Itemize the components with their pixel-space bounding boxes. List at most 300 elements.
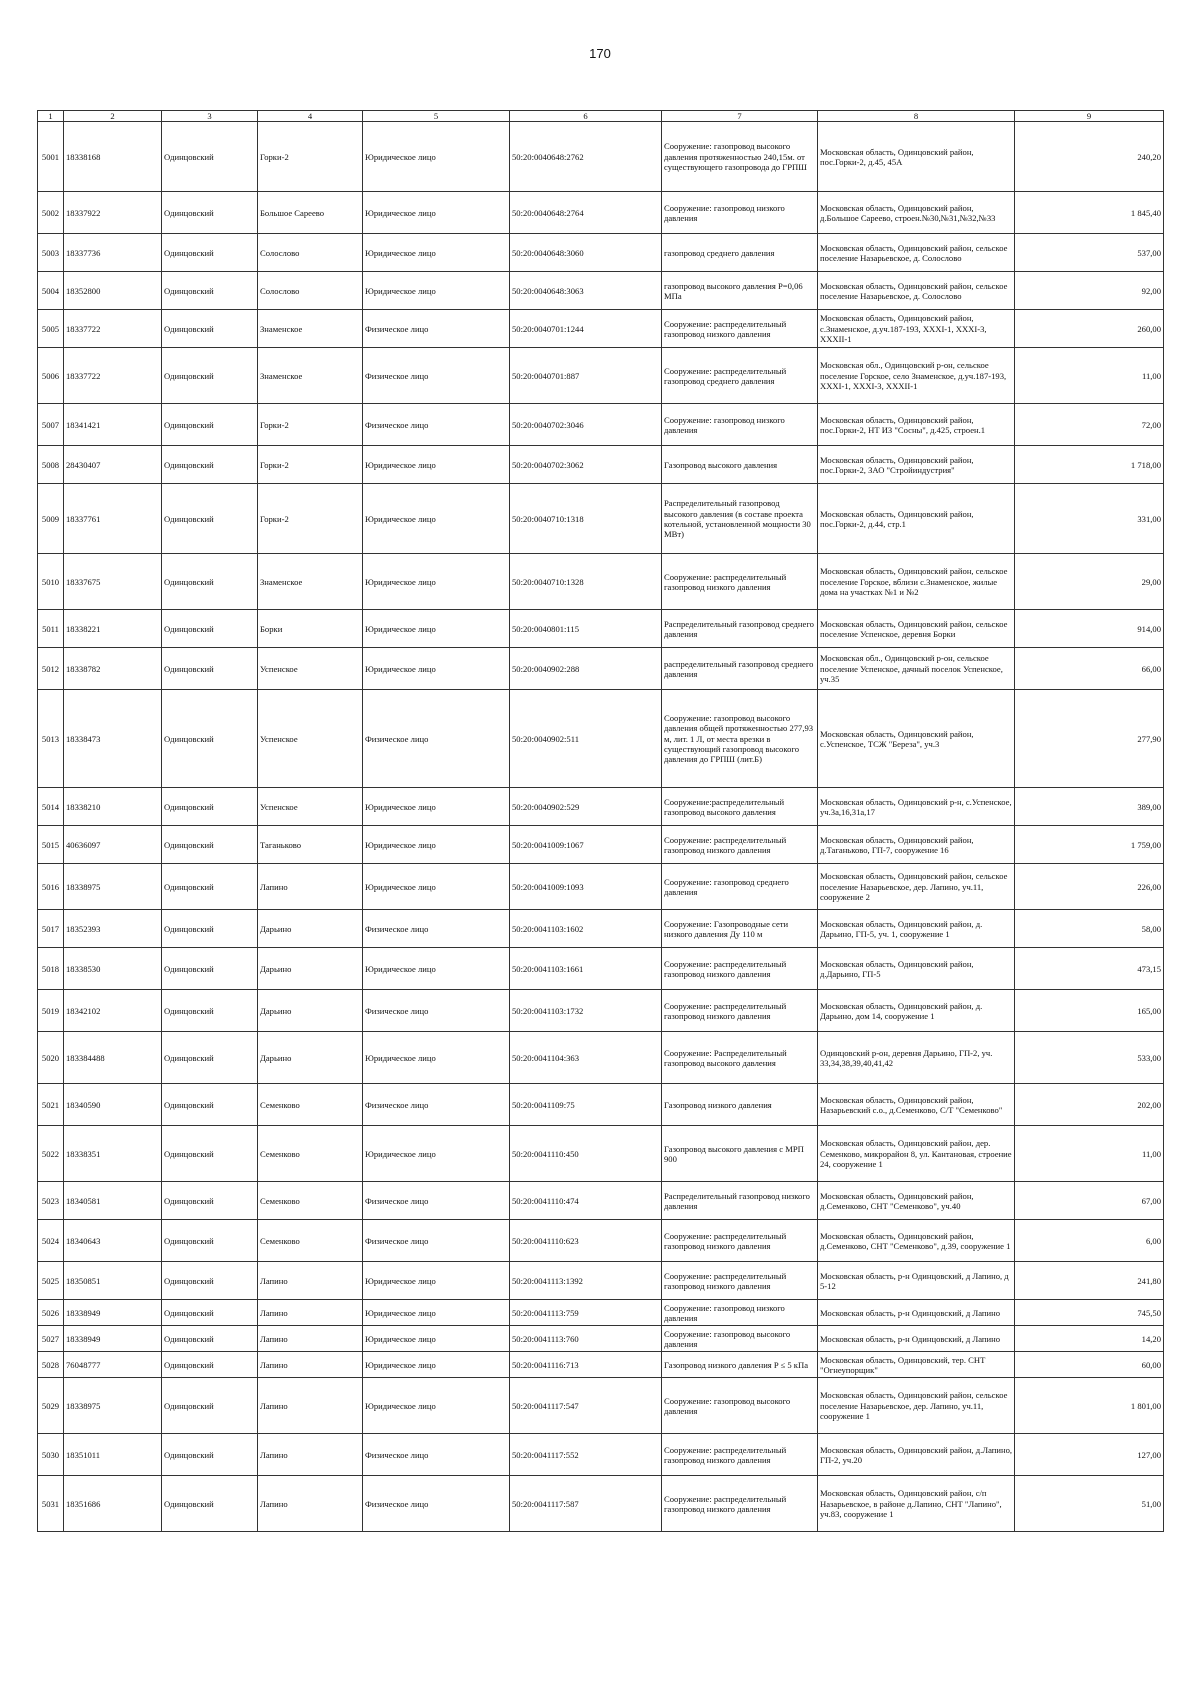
locality-cell: Успенское (258, 690, 363, 788)
district-cell: Одинцовский (162, 272, 258, 310)
object-description-cell: Газопровод высокого давления с МРП 900 (662, 1126, 818, 1182)
object-description-cell: Сооружение: газопровод высокого давления (662, 1326, 818, 1352)
locality-cell: Горки-2 (258, 404, 363, 446)
address-cell: Московская область, Одинцовский район, д.Лапино, ГП-2, уч.20 (818, 1434, 1015, 1476)
row-number-cell: 5023 (38, 1182, 64, 1220)
district-cell: Одинцовский (162, 1434, 258, 1476)
table-row (38, 610, 1164, 648)
length-value-cell: 914,00 (1015, 610, 1164, 648)
object-description-cell: Сооружение: распределительный газопровод низкого давления (662, 826, 818, 864)
column-header-6: 6 (510, 111, 662, 122)
object-description-cell: Сооружение: газопровод низкого давления (662, 404, 818, 446)
district-cell: Одинцовский (162, 788, 258, 826)
cadastral-number-cell: 50:20:0041117:587 (510, 1476, 662, 1532)
address-cell: Московская область, р-н Одинцовский, д Лапино (818, 1326, 1015, 1352)
inventory-number-cell: 18340581 (64, 1182, 162, 1220)
object-description-cell: Газопровод низкого давления P ≤ 5 кПа (662, 1352, 818, 1378)
object-description-cell: Сооружение: Распределительный газопровод высокого давления (662, 1032, 818, 1084)
length-value-cell: 29,00 (1015, 554, 1164, 610)
district-cell: Одинцовский (162, 948, 258, 990)
inventory-number-cell: 18338949 (64, 1326, 162, 1352)
table-row (38, 1032, 1164, 1084)
district-cell: Одинцовский (162, 1032, 258, 1084)
row-number-cell: 5028 (38, 1352, 64, 1378)
district-cell: Одинцовский (162, 1084, 258, 1126)
cadastral-number-cell: 50:20:0040648:3063 (510, 272, 662, 310)
owner-type-cell: Юридическое лицо (363, 446, 510, 484)
district-cell: Одинцовский (162, 1126, 258, 1182)
row-number-cell: 5016 (38, 864, 64, 910)
cadastral-number-cell: 50:20:0041103:1602 (510, 910, 662, 948)
length-value-cell: 240,20 (1015, 122, 1164, 192)
column-header-row (38, 111, 1164, 122)
inventory-number-cell: 18337722 (64, 348, 162, 404)
address-cell: Московская область, Одинцовский район, д.Дарьино, ГП-5 (818, 948, 1015, 990)
locality-cell: Знаменское (258, 348, 363, 404)
object-description-cell: Сооружение: распределительный газопровод низкого давления (662, 1434, 818, 1476)
owner-type-cell: Юридическое лицо (363, 484, 510, 554)
row-number-cell: 5015 (38, 826, 64, 864)
table-row (38, 948, 1164, 990)
length-value-cell: 165,00 (1015, 990, 1164, 1032)
inventory-number-cell: 18337675 (64, 554, 162, 610)
object-description-cell: Сооружение: Газопроводные сети низкого давления Ду 110 м (662, 910, 818, 948)
row-number-cell: 5012 (38, 648, 64, 690)
row-number-cell: 5020 (38, 1032, 64, 1084)
object-description-cell: Сооружение: газопровод высокого давления общей протяженностью 277,93 м, лит. 1 Л, от места врезки в существующий газопровод высокого давления до ГРПШ (лит.Б) (662, 690, 818, 788)
object-description-cell: Сооружение:распределительный газопровод высокого давления (662, 788, 818, 826)
column-header-9: 9 (1015, 111, 1164, 122)
row-number-cell: 5024 (38, 1220, 64, 1262)
table-row (38, 1476, 1164, 1532)
table-row (38, 310, 1164, 348)
table-row (38, 234, 1164, 272)
address-cell: Московская область, Одинцовский район, д.Большое Сареево, строен.№30,№31,№32,№33 (818, 192, 1015, 234)
row-number-cell: 5011 (38, 610, 64, 648)
owner-type-cell: Физическое лицо (363, 348, 510, 404)
owner-type-cell: Физическое лицо (363, 1476, 510, 1532)
cadastral-number-cell: 50:20:0041009:1093 (510, 864, 662, 910)
object-description-cell: Сооружение: распределительный газопровод низкого давления (662, 948, 818, 990)
locality-cell: Солослово (258, 272, 363, 310)
column-header-4: 4 (258, 111, 363, 122)
inventory-number-cell: 18338168 (64, 122, 162, 192)
inventory-number-cell: 18338949 (64, 1300, 162, 1326)
row-number-cell: 5003 (38, 234, 64, 272)
length-value-cell: 745,50 (1015, 1300, 1164, 1326)
locality-cell: Горки-2 (258, 446, 363, 484)
cadastral-number-cell: 50:20:0041110:623 (510, 1220, 662, 1262)
cadastral-number-cell: 50:20:0040701:887 (510, 348, 662, 404)
row-number-cell: 5030 (38, 1434, 64, 1476)
length-value-cell: 127,00 (1015, 1434, 1164, 1476)
locality-cell: Лапино (258, 864, 363, 910)
cadastral-number-cell: 50:20:0040801:115 (510, 610, 662, 648)
address-cell: Московская область, Одинцовский район, дер. Семенково, микрорайон 8, ул. Кантановая, строение 24, сооружение 1 (818, 1126, 1015, 1182)
inventory-number-cell: 76048777 (64, 1352, 162, 1378)
owner-type-cell: Юридическое лицо (363, 1262, 510, 1300)
inventory-number-cell: 18338530 (64, 948, 162, 990)
cadastral-number-cell: 50:20:0040710:1328 (510, 554, 662, 610)
district-cell: Одинцовский (162, 610, 258, 648)
cadastral-number-cell: 50:20:0040702:3046 (510, 404, 662, 446)
address-cell: Московская область, Одинцовский район, д.Семенково, СНТ "Семенково", д.39, сооружение 1 (818, 1220, 1015, 1262)
row-number-cell: 5017 (38, 910, 64, 948)
table-row (38, 1182, 1164, 1220)
owner-type-cell: Юридическое лицо (363, 234, 510, 272)
object-description-cell: Сооружение: газопровод высокого давления (662, 1378, 818, 1434)
length-value-cell: 11,00 (1015, 1126, 1164, 1182)
address-cell: Московская область, Одинцовский район, д.Семенково, СНТ "Семенково", уч.40 (818, 1182, 1015, 1220)
cadastral-number-cell: 50:20:0040648:2764 (510, 192, 662, 234)
length-value-cell: 241,80 (1015, 1262, 1164, 1300)
address-cell: Московская область, Одинцовский район, д.Таганьково, ГП-7, сооружение 16 (818, 826, 1015, 864)
table-row (38, 864, 1164, 910)
object-description-cell: Сооружение: газопровод высокого давления протяженностью 240,15м. от существующего газопровода до ГРПШ (662, 122, 818, 192)
cadastral-number-cell: 50:20:0040701:1244 (510, 310, 662, 348)
address-cell: Московская область, Одинцовский район, с.Знаменское, д.уч.187-193, XXXI-1, XXXI-3, XXXII-1 (818, 310, 1015, 348)
district-cell: Одинцовский (162, 484, 258, 554)
object-description-cell: Сооружение: распределительный газопровод среднего давления (662, 348, 818, 404)
inventory-number-cell: 183384488 (64, 1032, 162, 1084)
length-value-cell: 92,00 (1015, 272, 1164, 310)
locality-cell: Дарьино (258, 910, 363, 948)
row-number-cell: 5014 (38, 788, 64, 826)
length-value-cell: 537,00 (1015, 234, 1164, 272)
locality-cell: Успенское (258, 648, 363, 690)
inventory-number-cell: 18337761 (64, 484, 162, 554)
address-cell: Московская область, Одинцовский район, сельское поселение Назарьевское, дер. Лапино, уч.11, сооружение 2 (818, 864, 1015, 910)
inventory-number-cell: 18338975 (64, 864, 162, 910)
row-number-cell: 5001 (38, 122, 64, 192)
object-description-cell: Сооружение: распределительный газопровод низкого давления (662, 310, 818, 348)
object-description-cell: газопровод высокого давления P=0,06 МПа (662, 272, 818, 310)
locality-cell: Горки-2 (258, 484, 363, 554)
district-cell: Одинцовский (162, 348, 258, 404)
locality-cell: Горки-2 (258, 122, 363, 192)
row-number-cell: 5031 (38, 1476, 64, 1532)
row-number-cell: 5009 (38, 484, 64, 554)
row-number-cell: 5006 (38, 348, 64, 404)
address-cell: Московская область, Одинцовский район, сельское поселение Горское, вблизи с.Знаменское, жилые дома на участках №1 и №2 (818, 554, 1015, 610)
row-number-cell: 5026 (38, 1300, 64, 1326)
cadastral-number-cell: 50:20:0041110:474 (510, 1182, 662, 1220)
district-cell: Одинцовский (162, 310, 258, 348)
table-row (38, 1352, 1164, 1378)
district-cell: Одинцовский (162, 192, 258, 234)
address-cell: Московская область, Одинцовский, тер. СНТ "Огнеупорщик" (818, 1352, 1015, 1378)
inventory-number-cell: 40636097 (64, 826, 162, 864)
locality-cell: Лапино (258, 1434, 363, 1476)
table-row (38, 690, 1164, 788)
row-number-cell: 5027 (38, 1326, 64, 1352)
inventory-number-cell: 28430407 (64, 446, 162, 484)
address-cell: Московская область, Одинцовский район, пос.Горки-2, д.45, 45А (818, 122, 1015, 192)
owner-type-cell: Юридическое лицо (363, 948, 510, 990)
table-row (38, 826, 1164, 864)
row-number-cell: 5005 (38, 310, 64, 348)
length-value-cell: 1 759,00 (1015, 826, 1164, 864)
cadastral-number-cell: 50:20:0041117:547 (510, 1378, 662, 1434)
table-row (38, 990, 1164, 1032)
address-cell: Московская область, р-н Одинцовский, д Лапино (818, 1300, 1015, 1326)
object-description-cell: Сооружение: распределительный газопровод низкого давления (662, 990, 818, 1032)
length-value-cell: 202,00 (1015, 1084, 1164, 1126)
cadastral-number-cell: 50:20:0041103:1732 (510, 990, 662, 1032)
locality-cell: Лапино (258, 1326, 363, 1352)
inventory-number-cell: 18352393 (64, 910, 162, 948)
owner-type-cell: Физическое лицо (363, 910, 510, 948)
row-number-cell: 5007 (38, 404, 64, 446)
length-value-cell: 1 845,40 (1015, 192, 1164, 234)
owner-type-cell: Юридическое лицо (363, 1352, 510, 1378)
locality-cell: Большое Сареево (258, 192, 363, 234)
cadastral-number-cell: 50:20:0041116:713 (510, 1352, 662, 1378)
inventory-number-cell: 18338782 (64, 648, 162, 690)
district-cell: Одинцовский (162, 1182, 258, 1220)
district-cell: Одинцовский (162, 690, 258, 788)
cadastral-number-cell: 50:20:0041110:450 (510, 1126, 662, 1182)
table-row (38, 122, 1164, 192)
district-cell: Одинцовский (162, 446, 258, 484)
row-number-cell: 5025 (38, 1262, 64, 1300)
inventory-number-cell: 18338221 (64, 610, 162, 648)
table-row (38, 1262, 1164, 1300)
owner-type-cell: Физическое лицо (363, 1182, 510, 1220)
table-row (38, 404, 1164, 446)
address-cell: Московская область, Одинцовский район, сельское поселение Назарьевское, дер. Лапино, уч.11, сооружение 1 (818, 1378, 1015, 1434)
cadastral-number-cell: 50:20:0041113:760 (510, 1326, 662, 1352)
address-cell: Московская область, Одинцовский район, с.Успенское, ТСЖ "Береза", уч.3 (818, 690, 1015, 788)
length-value-cell: 260,00 (1015, 310, 1164, 348)
address-cell: Одинцовский р-он, деревня Дарьино, ГП-2, уч. 33,34,38,39,40,41,42 (818, 1032, 1015, 1084)
cadastral-number-cell: 50:20:0041113:759 (510, 1300, 662, 1326)
table-row (38, 1126, 1164, 1182)
row-number-cell: 5022 (38, 1126, 64, 1182)
cadastral-number-cell: 50:20:0041009:1067 (510, 826, 662, 864)
address-cell: Московская обл., Одинцовский р-он, сельское поселение Успенское, дачный поселок Успенское, уч.35 (818, 648, 1015, 690)
inventory-number-cell: 18338351 (64, 1126, 162, 1182)
object-description-cell: Сооружение: газопровод низкого давления (662, 192, 818, 234)
owner-type-cell: Физическое лицо (363, 1084, 510, 1126)
object-description-cell: Сооружение: распределительный газопровод низкого давления (662, 1262, 818, 1300)
district-cell: Одинцовский (162, 990, 258, 1032)
owner-type-cell: Юридическое лицо (363, 1378, 510, 1434)
cadastral-number-cell: 50:20:0041104:363 (510, 1032, 662, 1084)
locality-cell: Семенково (258, 1126, 363, 1182)
inventory-number-cell: 18340643 (64, 1220, 162, 1262)
district-cell: Одинцовский (162, 404, 258, 446)
table-row (38, 348, 1164, 404)
owner-type-cell: Юридическое лицо (363, 826, 510, 864)
table-row (38, 484, 1164, 554)
object-description-cell: Газопровод низкого давления (662, 1084, 818, 1126)
table-row (38, 1378, 1164, 1434)
table-row (38, 272, 1164, 310)
column-header-3: 3 (162, 111, 258, 122)
object-description-cell: Распределительный газопровод низкого давления (662, 1182, 818, 1220)
locality-cell: Лапино (258, 1476, 363, 1532)
owner-type-cell: Физическое лицо (363, 1220, 510, 1262)
row-number-cell: 5013 (38, 690, 64, 788)
length-value-cell: 389,00 (1015, 788, 1164, 826)
district-cell: Одинцовский (162, 234, 258, 272)
length-value-cell: 66,00 (1015, 648, 1164, 690)
cadastral-number-cell: 50:20:0041117:552 (510, 1434, 662, 1476)
page-number: 170 (589, 46, 611, 61)
address-cell: Московская область, Одинцовский район, пос.Горки-2, НТ ИЗ "Сосны", д.425, строен.1 (818, 404, 1015, 446)
district-cell: Одинцовский (162, 1326, 258, 1352)
locality-cell: Дарьино (258, 990, 363, 1032)
owner-type-cell: Юридическое лицо (363, 1126, 510, 1182)
inventory-number-cell: 18338975 (64, 1378, 162, 1434)
address-cell: Московская область, Одинцовский район, Назарьевский с.о., д.Семенково, С/Т "Семенково" (818, 1084, 1015, 1126)
object-description-cell: Сооружение: газопровод низкого давления (662, 1300, 818, 1326)
cadastral-number-cell: 50:20:0040648:2762 (510, 122, 662, 192)
object-description-cell: Газопровод высокого давления (662, 446, 818, 484)
length-value-cell: 1 801,00 (1015, 1378, 1164, 1434)
cadastral-number-cell: 50:20:0040902:511 (510, 690, 662, 788)
owner-type-cell: Юридическое лицо (363, 1032, 510, 1084)
inventory-number-cell: 18337922 (64, 192, 162, 234)
locality-cell: Семенково (258, 1084, 363, 1126)
table-row (38, 788, 1164, 826)
locality-cell: Таганьково (258, 826, 363, 864)
cadastral-number-cell: 50:20:0040648:3060 (510, 234, 662, 272)
locality-cell: Лапино (258, 1378, 363, 1434)
district-cell: Одинцовский (162, 554, 258, 610)
length-value-cell: 58,00 (1015, 910, 1164, 948)
locality-cell: Успенское (258, 788, 363, 826)
length-value-cell: 51,00 (1015, 1476, 1164, 1532)
object-description-cell: Распределительный газопровод высокого давления (в составе проекта котельной, установленной мощности 30 МВт) (662, 484, 818, 554)
locality-cell: Солослово (258, 234, 363, 272)
row-number-cell: 5004 (38, 272, 64, 310)
table-row (38, 1326, 1164, 1352)
locality-cell: Семенково (258, 1220, 363, 1262)
district-cell: Одинцовский (162, 1476, 258, 1532)
district-cell: Одинцовский (162, 864, 258, 910)
district-cell: Одинцовский (162, 1378, 258, 1434)
district-cell: Одинцовский (162, 648, 258, 690)
length-value-cell: 533,00 (1015, 1032, 1164, 1084)
district-cell: Одинцовский (162, 910, 258, 948)
owner-type-cell: Юридическое лицо (363, 554, 510, 610)
row-number-cell: 5021 (38, 1084, 64, 1126)
owner-type-cell: Физическое лицо (363, 1434, 510, 1476)
length-value-cell: 67,00 (1015, 1182, 1164, 1220)
object-description-cell: Сооружение: газопровод среднего давления (662, 864, 818, 910)
length-value-cell: 6,00 (1015, 1220, 1164, 1262)
address-cell: Московская область, Одинцовский район, сельское поселение Назарьевское, д. Солослово (818, 272, 1015, 310)
cadastral-number-cell: 50:20:0040902:288 (510, 648, 662, 690)
column-header-5: 5 (363, 111, 510, 122)
row-number-cell: 5029 (38, 1378, 64, 1434)
object-description-cell: Сооружение: распределительный газопровод низкого давления (662, 1220, 818, 1262)
owner-type-cell: Юридическое лицо (363, 122, 510, 192)
length-value-cell: 226,00 (1015, 864, 1164, 910)
table-row (38, 1300, 1164, 1326)
table-row (38, 648, 1164, 690)
district-cell: Одинцовский (162, 826, 258, 864)
table-row (38, 446, 1164, 484)
length-value-cell: 331,00 (1015, 484, 1164, 554)
owner-type-cell: Юридическое лицо (363, 610, 510, 648)
inventory-number-cell: 18351011 (64, 1434, 162, 1476)
object-description-cell: Сооружение: распределительный газопровод низкого давления (662, 1476, 818, 1532)
row-number-cell: 5019 (38, 990, 64, 1032)
address-cell: Московская область, Одинцовский район, д. Дарьино, дом 14, сооружение 1 (818, 990, 1015, 1032)
owner-type-cell: Юридическое лицо (363, 788, 510, 826)
district-cell: Одинцовский (162, 1300, 258, 1326)
address-cell: Московская область, Одинцовский район, сельское поселение Назарьевское, д. Солослово (818, 234, 1015, 272)
object-description-cell: Распределительный газопровод среднего давления (662, 610, 818, 648)
locality-cell: Лапино (258, 1300, 363, 1326)
length-value-cell: 473,15 (1015, 948, 1164, 990)
inventory-number-cell: 18338210 (64, 788, 162, 826)
inventory-number-cell: 18340590 (64, 1084, 162, 1126)
column-header-2: 2 (64, 111, 162, 122)
inventory-number-cell: 18351686 (64, 1476, 162, 1532)
address-cell: Московская обл., Одинцовский р-он, сельское поселение Горское, село Знаменское, д.уч.187-193, XXXI-1, XXXI-3, XXXII-1 (818, 348, 1015, 404)
object-description-cell: Сооружение: распределительный газопровод низкого давления (662, 554, 818, 610)
row-number-cell: 5010 (38, 554, 64, 610)
owner-type-cell: Юридическое лицо (363, 648, 510, 690)
owner-type-cell: Юридическое лицо (363, 1300, 510, 1326)
locality-cell: Знаменское (258, 310, 363, 348)
inventory-number-cell: 18341421 (64, 404, 162, 446)
address-cell: Московская область, Одинцовский район, с/п Назарьевское, в районе д.Лапино, СНТ "Лапино", уч.83, сооружение 1 (818, 1476, 1015, 1532)
length-value-cell: 277,90 (1015, 690, 1164, 788)
district-cell: Одинцовский (162, 1262, 258, 1300)
table-row (38, 554, 1164, 610)
table-row (38, 910, 1164, 948)
inventory-number-cell: 18350851 (64, 1262, 162, 1300)
table-row (38, 192, 1164, 234)
inventory-number-cell: 18338473 (64, 690, 162, 788)
address-cell: Московская область, Одинцовский район, пос.Горки-2, ЗАО "Стройиндустрия" (818, 446, 1015, 484)
column-header-8: 8 (818, 111, 1015, 122)
district-cell: Одинцовский (162, 1352, 258, 1378)
registry-table (37, 110, 1164, 1532)
locality-cell: Лапино (258, 1262, 363, 1300)
registry-table-body (38, 111, 1164, 1532)
cadastral-number-cell: 50:20:0041113:1392 (510, 1262, 662, 1300)
address-cell: Московская область, Одинцовский район, сельское поселение Успенское, деревня Борки (818, 610, 1015, 648)
inventory-number-cell: 18342102 (64, 990, 162, 1032)
length-value-cell: 1 718,00 (1015, 446, 1164, 484)
row-number-cell: 5008 (38, 446, 64, 484)
cadastral-number-cell: 50:20:0040702:3062 (510, 446, 662, 484)
table-row (38, 1084, 1164, 1126)
owner-type-cell: Юридическое лицо (363, 1326, 510, 1352)
cadastral-number-cell: 50:20:0040710:1318 (510, 484, 662, 554)
address-cell: Московская область, р-н Одинцовский, д Лапино, д 5-12 (818, 1262, 1015, 1300)
owner-type-cell: Юридическое лицо (363, 192, 510, 234)
cadastral-number-cell: 50:20:0041109:75 (510, 1084, 662, 1126)
inventory-number-cell: 18337722 (64, 310, 162, 348)
object-description-cell: газопровод среднего давления (662, 234, 818, 272)
column-header-1: 1 (38, 111, 64, 122)
cadastral-number-cell: 50:20:0040902:529 (510, 788, 662, 826)
column-header-7: 7 (662, 111, 818, 122)
owner-type-cell: Физическое лицо (363, 690, 510, 788)
length-value-cell: 11,00 (1015, 348, 1164, 404)
length-value-cell: 72,00 (1015, 404, 1164, 446)
row-number-cell: 5002 (38, 192, 64, 234)
table-row (38, 1434, 1164, 1476)
owner-type-cell: Юридическое лицо (363, 864, 510, 910)
